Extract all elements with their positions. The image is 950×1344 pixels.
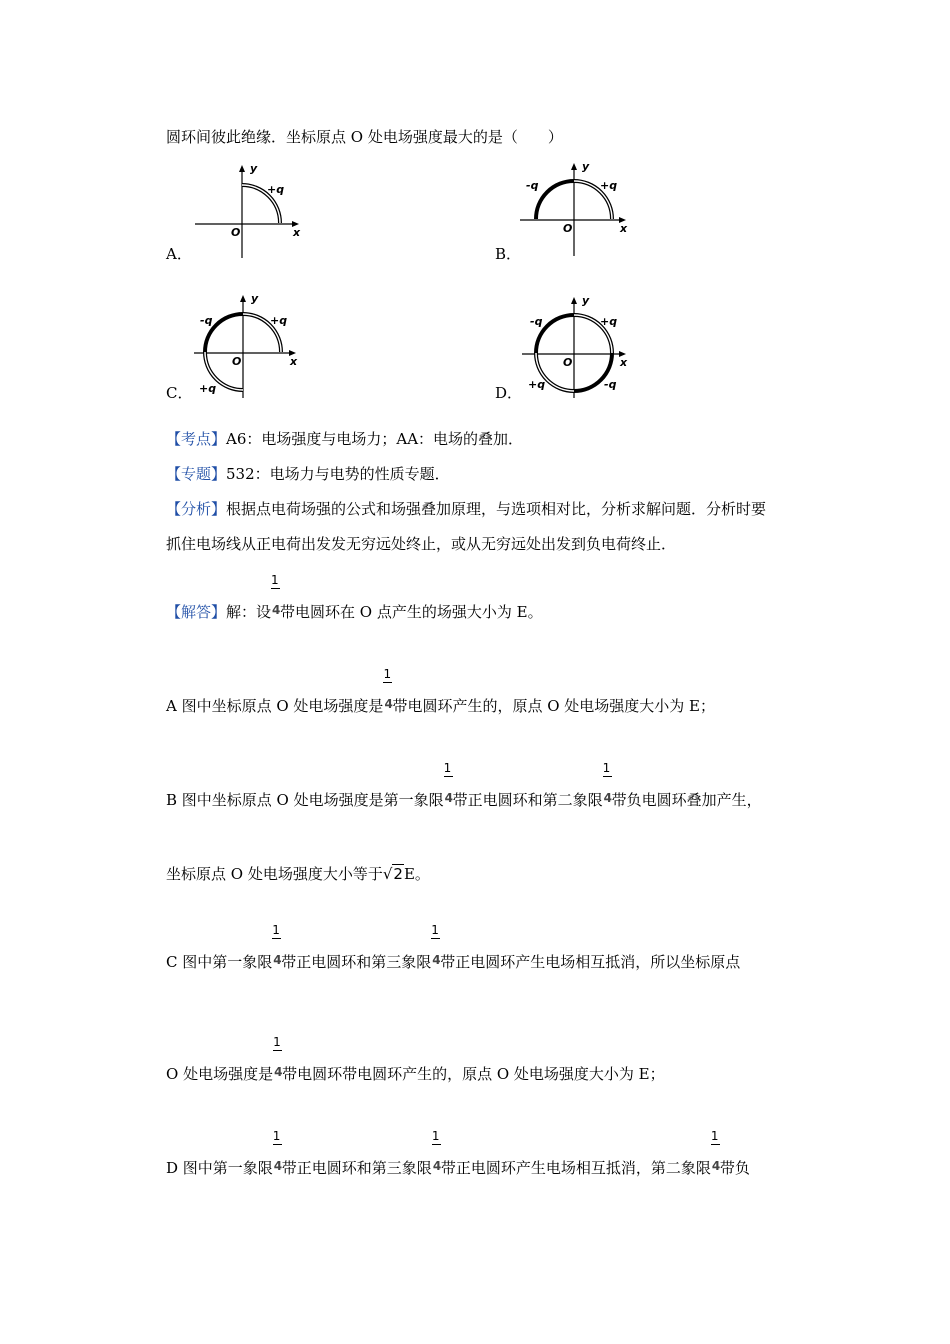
charge-label: -q xyxy=(530,315,543,328)
label-y: y xyxy=(582,160,590,173)
answer-line-2: A 图中坐标原点 O 处电场强度是 $\frac{1}{4}$ 带电圆环产生的，原点 O 处电场强度大小为 E； xyxy=(166,667,715,715)
label-origin: O xyxy=(563,222,573,235)
y-arrow xyxy=(571,163,577,170)
answer-tag: 【解答】 xyxy=(166,603,227,621)
fraction-quarter: $\frac{1}{4}$ xyxy=(431,1129,442,1173)
kaodian-line xyxy=(166,429,523,449)
zhuanti-text: 532：电场力与电势的性质专题． xyxy=(226,465,450,483)
label-origin: O xyxy=(563,356,573,369)
answer-line-7: D 图中第一象限 $\frac{1}{4}$ 带正电圆环和第三象限 $\frac{1}{4}$ 带正电圆环产生电场相互抵消，第二象限 $\frac{1}{4}$ 带负 xyxy=(166,1129,750,1177)
kaodian-tag: 【考点】 xyxy=(166,430,227,448)
label-x: x xyxy=(620,356,628,369)
figure-d xyxy=(518,292,638,402)
label-y: y xyxy=(251,292,259,305)
option-d-label[interactable]: D． xyxy=(495,384,523,402)
label-origin: O xyxy=(231,226,241,239)
zhuanti-tag: 【专题】 xyxy=(166,465,227,483)
zhuanti-line xyxy=(166,464,450,484)
option-a-label[interactable]: A． xyxy=(166,245,192,263)
fenxi-text-1: 根据点电荷场强的公式和场强叠加原理，与选项相对比，分析求解问题．分析时要 xyxy=(226,500,767,518)
figure-b xyxy=(520,158,635,258)
label-y: y xyxy=(582,294,590,307)
label-origin: O xyxy=(232,355,242,368)
fraction-quarter: $\frac{1}{4}$ xyxy=(272,923,282,967)
charge-label: +q xyxy=(267,183,285,196)
answer-line-3: B 图中坐标原点 O 处电场强度是第一象限 $\frac{1}{4}$ 带正电圆环和第二象限 $\frac{1}{4}$ 带负电圆环叠加产生， xyxy=(166,761,762,809)
fraction-quarter: $\frac{1}{4}$ xyxy=(383,667,393,711)
figure-a xyxy=(195,160,305,260)
charge-label: -q xyxy=(200,314,213,327)
fenxi-line-2 xyxy=(166,534,676,554)
charge-label: +q xyxy=(270,314,288,327)
answer-line-6: O 处电场强度是 $\frac{1}{4}$ 带电圆环带电圆环产生的，原点 O 处电场强度大小为 E； xyxy=(166,1035,665,1083)
figure-c xyxy=(190,290,305,400)
charge-label: -q xyxy=(604,378,617,391)
charge-label: +q xyxy=(600,315,618,328)
fraction-quarter: $\frac{1}{4}$ xyxy=(271,573,281,617)
answer-line-5: C 图中第一象限 $\frac{1}{4}$ 带正电圆环和第三象限 $\frac{1}{4}$ 带正电圆环产生电场相互抵消，所以坐标原点 xyxy=(166,923,741,971)
charge-label: +q xyxy=(199,382,217,395)
option-c-label[interactable]: C． xyxy=(166,384,193,402)
y-arrow xyxy=(571,297,577,304)
sqrt-two: √2 xyxy=(382,865,403,883)
fraction-quarter: $\frac{1}{4}$ xyxy=(273,1035,283,1079)
fenxi-tag: 【分析】 xyxy=(166,500,227,518)
fraction-quarter: $\frac{1}{4}$ xyxy=(602,761,613,805)
fraction-quarter: $\frac{1}{4}$ xyxy=(710,1129,721,1173)
charge-label: +q xyxy=(600,179,618,192)
kaodian-text: A6：电场强度与电场力；AA：电场的叠加． xyxy=(226,430,524,448)
fenxi-line-1 xyxy=(166,499,766,519)
fraction-quarter: $\frac{1}{4}$ xyxy=(443,761,453,805)
fenxi-text-2: 抓住电场线从正电荷出发发无穷远处终止，或从无穷远处出发到负电荷终止． xyxy=(166,535,677,553)
charge-label: +q xyxy=(528,378,546,391)
charge-label: -q xyxy=(526,179,539,192)
label-x: x xyxy=(290,355,298,368)
answer-line-1: 【解答】解：设 $\frac{1}{4}$ 带电圆环在 O 点产生的场强大小为 E。 xyxy=(166,573,543,621)
option-b-label[interactable]: B． xyxy=(495,245,522,263)
y-arrow xyxy=(239,165,245,172)
answer-line-4: 坐标原点 O 处电场强度大小等于√2E。 xyxy=(166,865,430,883)
label-x: x xyxy=(620,222,628,235)
label-x: x xyxy=(293,226,301,239)
y-arrow xyxy=(240,295,246,302)
fraction-quarter: $\frac{1}{4}$ xyxy=(272,1129,283,1173)
fraction-quarter: $\frac{1}{4}$ xyxy=(431,923,441,967)
question-stem: 圆环间彼此绝缘．坐标原点 O 处电场强度最大的是（ ） xyxy=(166,128,563,146)
arc-q2-negative xyxy=(536,181,574,219)
label-y: y xyxy=(250,162,258,175)
